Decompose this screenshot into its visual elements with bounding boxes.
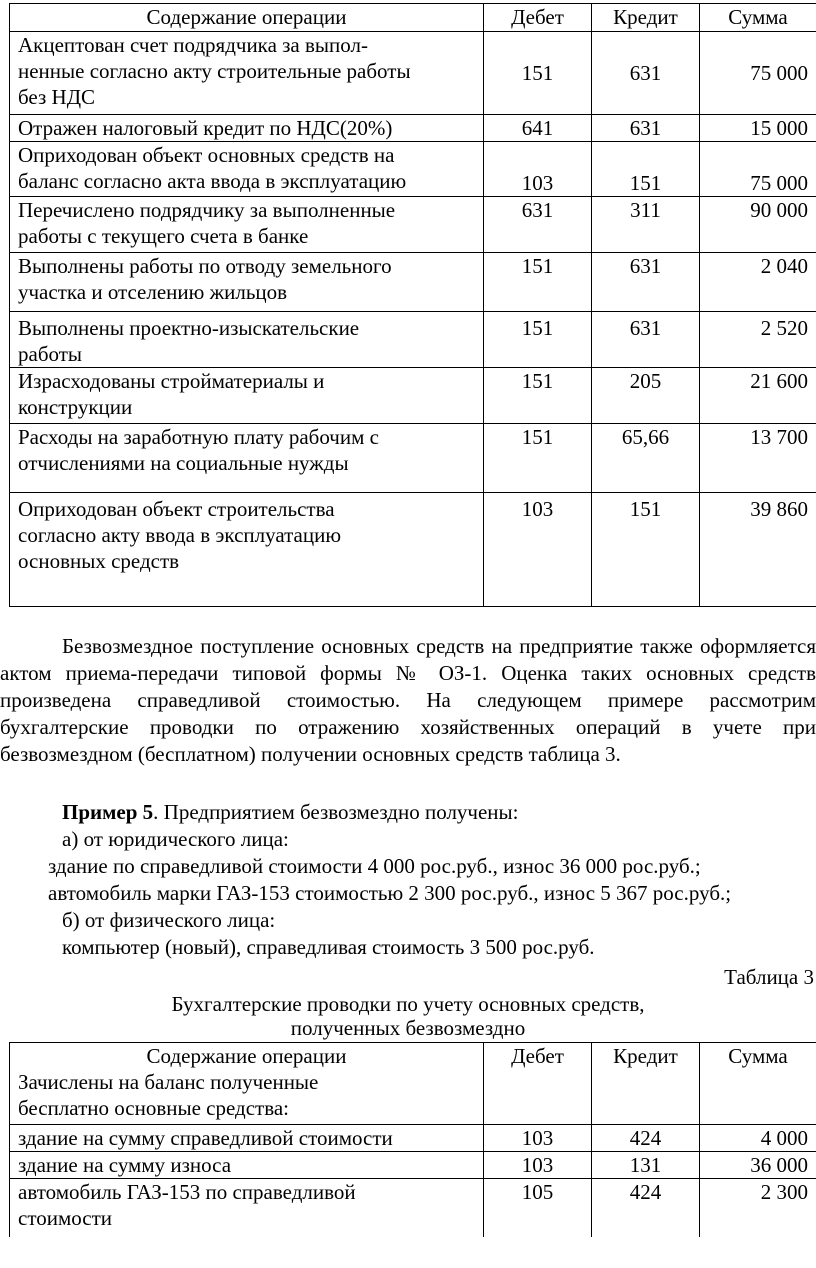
- body-paragraph: Безвозмездное поступление основных средств на предприятие также оформляется актом приема-передачи типовой формы № ОЗ-1. Оценка таких основных средств произведена справедливой стоимостью. На следующем примере рассмотрим бухгалтерские проводки по отражению хозяйственных операций в учете при безвозмездном (бесплатном) получении основных средств таблица 3.: [0, 634, 816, 766]
- table-row: [10, 368, 816, 424]
- cell-debit: 151: [484, 312, 592, 368]
- cell-operation: Выполнены работы по отводу земельного участка и отселению жильцов: [10, 253, 484, 312]
- cell-credit: 631: [592, 115, 700, 142]
- postings-table-3: [9, 1042, 816, 1237]
- header-debit: Дебет: [484, 4, 592, 32]
- table-row: [10, 142, 816, 197]
- cell-sum: 13 700: [700, 424, 816, 493]
- table-row: [10, 312, 816, 368]
- cell-debit: 105: [484, 1179, 592, 1237]
- cell-operation: Оприходован объект строительства согласно акту ввода в эксплуатацию основных средств: [10, 493, 484, 607]
- table-header-row: [10, 1043, 816, 1125]
- example-label: Пример 5: [62, 800, 154, 824]
- cell-debit: 103: [484, 1152, 592, 1179]
- cell-debit: 103: [484, 142, 592, 197]
- cell-credit: 131: [592, 1152, 700, 1179]
- cell-operation: Акцептован счет подрядчика за выпол- ненные согласно акту строительные работы без НДС: [10, 32, 484, 115]
- cell-debit: 151: [484, 32, 592, 115]
- header-operation: Содержание операции: [146, 1044, 347, 1068]
- cell-credit: 151: [592, 493, 700, 607]
- cell-sum: 75 000: [700, 32, 816, 115]
- cell-credit: 151: [592, 142, 700, 197]
- header-credit: Кредит: [592, 4, 700, 32]
- table-caption-line2: полученных безвозмездно: [290, 1016, 526, 1040]
- cell-operation: Израсходованы стройматериалы и конструкции: [10, 368, 484, 424]
- table-header-row: [10, 4, 816, 32]
- cell-operation: Перечислено подрядчику за выполненные работы с текущего счета в банке: [10, 197, 484, 253]
- header-debit: Дебет: [484, 1043, 592, 1125]
- cell-sum: 15 000: [700, 115, 816, 142]
- cell-sum: 90 000: [700, 197, 816, 253]
- cell-debit: 103: [484, 1125, 592, 1152]
- cell-operation: здание на сумму справедливой стоимости: [10, 1125, 484, 1152]
- cell-operation: здание на сумму износа: [10, 1152, 484, 1179]
- cell-sum: 4 000: [700, 1125, 816, 1152]
- cell-sum: 39 860: [700, 493, 816, 607]
- line-building: здание по справедливой стоимости 4 000 рос.руб., износ 36 000 рос.руб.;: [48, 854, 701, 878]
- cell-credit: 631: [592, 312, 700, 368]
- header-operation: Содержание операции: [10, 4, 484, 32]
- cell-operation: Отражен налоговый кредит по НДС(20%): [10, 115, 484, 142]
- table-row: [10, 197, 816, 253]
- cell-sum: 21 600: [700, 368, 816, 424]
- cell-debit: 641: [484, 115, 592, 142]
- header-credit: Кредит: [592, 1043, 700, 1125]
- cell-sum: 75 000: [700, 142, 816, 197]
- cell-credit: 424: [592, 1179, 700, 1237]
- cell-credit: 631: [592, 253, 700, 312]
- table-caption-line1: Бухгалтерские проводки по учету основных средств,: [171, 992, 645, 1016]
- table-label: Таблица 3: [724, 965, 814, 989]
- cell-credit: 631: [592, 32, 700, 115]
- cell-credit: 311: [592, 197, 700, 253]
- cell-debit: 151: [484, 253, 592, 312]
- table-row: [10, 115, 816, 142]
- item-a: а) от юридического лица:: [62, 827, 289, 851]
- table-row: [10, 493, 816, 607]
- cell-operation: автомобиль ГАЗ-153 по справедливой стоимости: [10, 1179, 484, 1237]
- table-row: [10, 1152, 816, 1179]
- cell-operation: Расходы на заработную плату рабочим с отчислениями на социальные нужды: [10, 424, 484, 493]
- table-row: [10, 1179, 816, 1237]
- table-row: [10, 32, 816, 115]
- example-heading: [0, 799, 816, 826]
- example-text: . Предприятием безвозмездно получены:: [153, 800, 519, 824]
- table-row: [10, 253, 816, 312]
- cell-credit: 424: [592, 1125, 700, 1152]
- cell-debit: 631: [484, 197, 592, 253]
- cell-debit: 151: [484, 368, 592, 424]
- table-row: [10, 424, 816, 493]
- header-operation-cell: [10, 1043, 484, 1125]
- cell-debit: 103: [484, 493, 592, 607]
- cell-credit: 65,66: [592, 424, 700, 493]
- table-row: [10, 1125, 816, 1152]
- header-subtitle: Зачислены на баланс полученные бесплатно основные средства:: [18, 1070, 319, 1120]
- header-sum: Сумма: [700, 4, 816, 32]
- cell-credit: 205: [592, 368, 700, 424]
- cell-sum: 2 520: [700, 312, 816, 368]
- cell-operation: Оприходован объект основных средств на баланс согласно акта ввода в эксплуатацию: [10, 142, 484, 197]
- cell-sum: 2 300: [700, 1179, 816, 1237]
- line-car: автомобиль марки ГАЗ-153 стоимостью 2 300 рос.руб., износ 5 367 рос.руб.;: [48, 881, 732, 905]
- cell-sum: 36 000: [700, 1152, 816, 1179]
- header-sum: Сумма: [700, 1043, 816, 1125]
- cell-operation: Выполнены проектно-изыскательские работы: [10, 312, 484, 368]
- line-computer: компьютер (новый), справедливая стоимость 3 500 рос.руб.: [62, 935, 595, 959]
- item-b: б) от физического лица:: [62, 908, 276, 932]
- postings-table-1: [9, 3, 816, 607]
- cell-sum: 2 040: [700, 253, 816, 312]
- cell-debit: 151: [484, 424, 592, 493]
